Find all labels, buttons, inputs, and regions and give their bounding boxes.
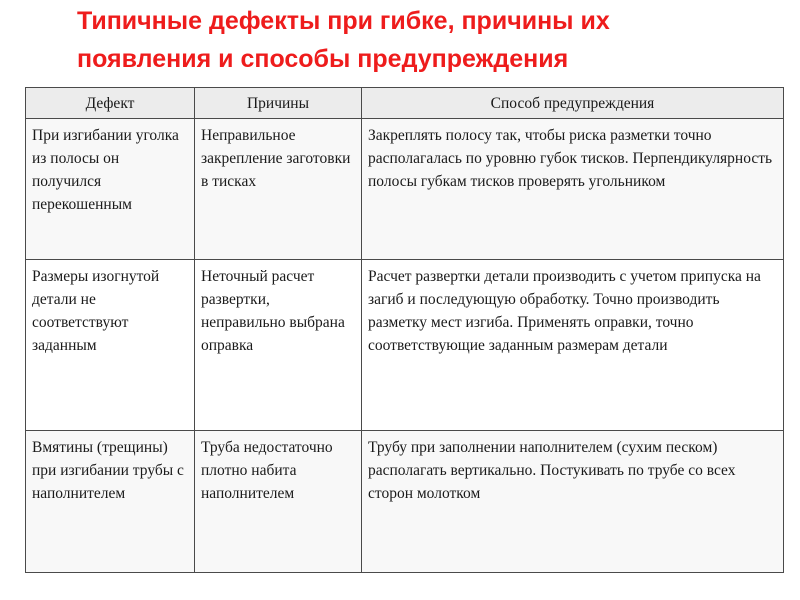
table-row (26, 119, 784, 260)
cell-prevention: Трубу при заполнении наполнителем (сухим песком) располагать вертикально. Постукивать по трубе со всех сторон молотком (362, 431, 784, 573)
cell-defect: Размеры изогнутой детали не соответствуют заданным (26, 260, 195, 431)
header-prevention: Способ предупреждения (362, 88, 784, 119)
cell-prevention: Закреплять полосу так, чтобы риска разметки точно располагалась по уровню губок тисков. Перпендикулярность полосы губкам тисков проверять угольником (362, 119, 784, 260)
cell-defect: При изгибании уголка из полосы он получился перекошенным (26, 119, 195, 260)
header-defect: Дефект (26, 88, 195, 119)
cell-prevention: Расчет развертки детали производить с учетом припуска на загиб и последующую обработку. Точно производить разметку мест изгиба. Применять оправки, точно соответствующие заданным размерам детали (362, 260, 784, 431)
cell-causes: Неправильное закрепление заготовки в тисках (195, 119, 362, 260)
cell-defect: Вмятины (трещины) при изгибании трубы с наполнителем (26, 431, 195, 573)
cell-causes: Неточный расчет развертки, неправильно выбрана оправка (195, 260, 362, 431)
slide-title-line-1: Типичные дефекты при гибке, причины их (77, 7, 610, 35)
table-row (26, 260, 784, 431)
slide-title (77, 2, 777, 78)
header-causes: Причины (195, 88, 362, 119)
table-row (26, 431, 784, 573)
defects-table (25, 87, 784, 573)
slide-title-line-2: появления и способы предупреждения (77, 45, 569, 73)
cell-causes: Труба недостаточно плотно набита наполнителем (195, 431, 362, 573)
table-header-row (26, 88, 784, 119)
